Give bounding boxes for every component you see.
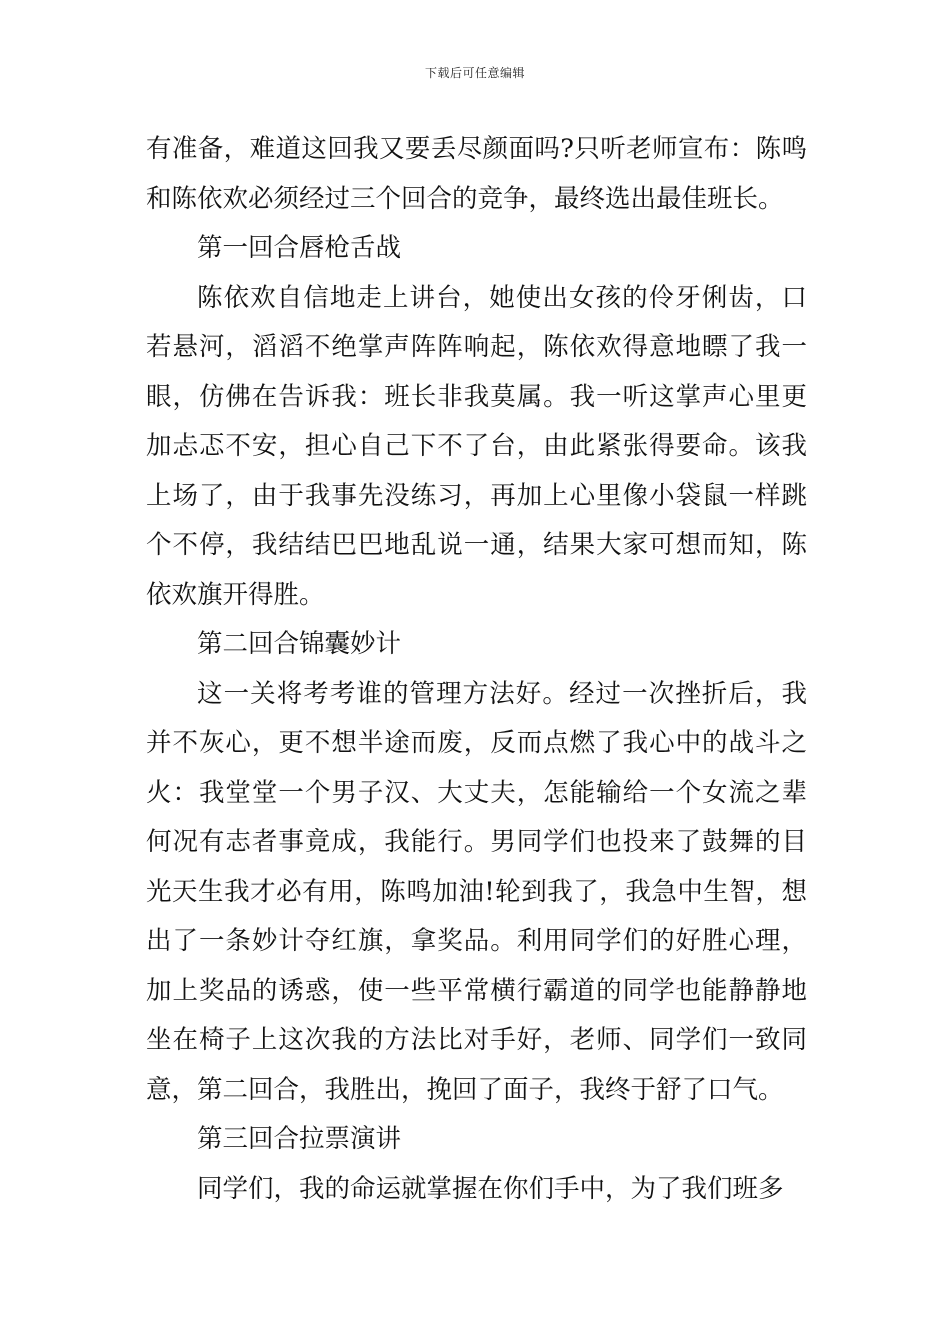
document-body <box>146 125 807 1214</box>
section-heading-round-one: 第一回合唇枪舌战 <box>197 233 402 263</box>
paragraph: 同学们，我的命运就掌握在你们手中，为了我们班多 <box>197 1173 784 1204</box>
section-heading-round-two: 第二回合锦囊妙计 <box>197 629 402 659</box>
paragraph: 这一关将考考谁的管理方法好。经过一次挫折后，我并不灰心，更不想半途而废，反而点燃了我心中的战斗之火：我堂堂一个男子汉、大丈夫，怎能输给一个女流之辈何况有志者事竟成，我能行。男同学们也投来了鼓舞的目光天生我才必有用，陈鸣加油!轮到我了，我急中生智，想出了一条妙计夺红旗，拿奖品。利用同学们的好胜心理，加上奖品的诱惑，使一些平常横行霸道的同学也能静静地坐在椅子上这次我的方法比对手好，老师、同学们一致同意，第二回合，我胜出，挽回了面子，我终于舒了口气。 <box>146 678 807 1105</box>
paragraph: 陈依欢自信地走上讲台，她使出女孩的伶牙俐齿，口若悬河，滔滔不绝掌声阵阵响起，陈依欢得意地瞟了我一眼，仿佛在告诉我：班长非我莫属。我一听这掌声心里更加忐忑不安，担心自己下不了台，由此紧张得要命。该我上场了，由于我事先没练习，再加上心里像小袋鼠一样跳个不停，我结结巴巴地乱说一通，结果大家可想而知，陈依欢旗开得胜。 <box>146 282 807 610</box>
section-heading-round-three: 第三回合拉票演讲 <box>197 1124 402 1154</box>
page-header: 下载后可任意编辑 <box>424 66 525 80</box>
paragraph: 有准备，难道这回我又要丢尽颜面吗?只听老师宣布：陈鸣和陈依欢必须经过三个回合的竞争，最终选出最佳班长。 <box>146 134 807 214</box>
